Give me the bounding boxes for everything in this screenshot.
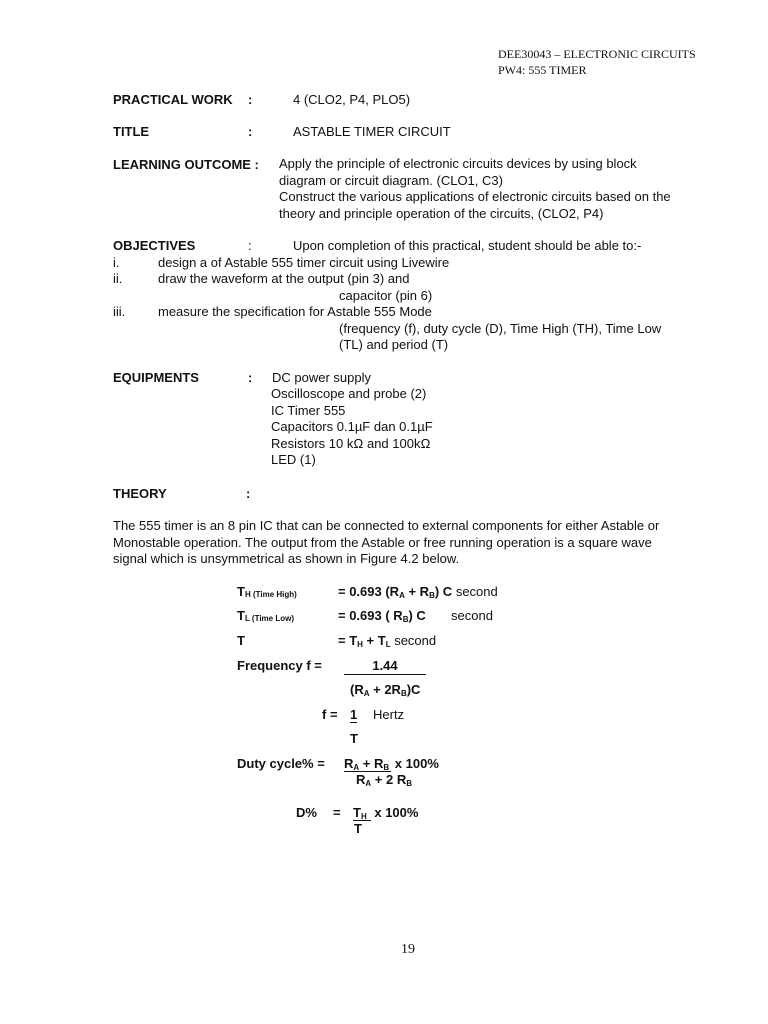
equipment-item: Resistors 10 kΩ and 100kΩ: [271, 435, 431, 451]
fraction-bar: [344, 674, 426, 675]
theory-line: signal which is unsymmetrical as shown in Figure 4.2 below.: [113, 551, 460, 566]
theory-colon: :: [246, 486, 251, 501]
equipment-item: Capacitors 0.1µF dan 0.1µF: [271, 419, 433, 434]
learning-outcome-label: LEARNING OUTCOME :: [113, 157, 259, 172]
formula-frequency-label: Frequency f =: [237, 658, 322, 673]
formula-part: T: [353, 805, 361, 820]
equipment-item: LED (1): [271, 452, 316, 467]
formula-part: )C: [406, 682, 421, 697]
formula-part: x 100%: [370, 805, 419, 820]
formula-d-equals: =: [333, 805, 341, 820]
formula-subscript: B: [383, 763, 390, 772]
formula-d-numerator: [353, 805, 418, 821]
formula-unit: second: [390, 633, 437, 648]
formula-part: + R: [359, 756, 384, 771]
learning-outcome-line: diagram or circuit diagram. (CLO1, C3): [279, 172, 503, 188]
title-colon: :: [248, 124, 253, 139]
theory-label: THEORY: [113, 486, 167, 501]
objective-continuation: (frequency (f), duty cycle (D), Time High (TH), Time Low: [339, 321, 662, 336]
formula-part: R: [356, 772, 366, 787]
formula-symbol: T: [237, 584, 245, 599]
formula-subscript: H: [360, 812, 367, 821]
objective-number: iii.: [113, 304, 126, 319]
objective-text: measure the specification for Astable 555 Mode: [158, 304, 432, 319]
objectives-colon: :: [248, 238, 252, 253]
page-number: 19: [401, 942, 415, 957]
formula-part: = 0.693 ( R: [338, 608, 403, 623]
formula-subscript: H: [357, 640, 363, 649]
equipments-colon: :: [248, 370, 253, 385]
formula-f-numerator: [350, 707, 357, 722]
formula-part: = T: [338, 633, 358, 648]
formula-unit: second: [452, 584, 498, 599]
objectives-label: OBJECTIVES: [113, 238, 196, 253]
objective-continuation: capacitor (pin 6): [339, 288, 433, 303]
formula-duty-label: Duty cycle% =: [237, 756, 325, 771]
equipment-item: Oscilloscope and probe (2): [271, 386, 427, 401]
formula-part: 1.44: [372, 658, 398, 673]
formula-subscript: B: [429, 591, 435, 600]
formula-duty-numerator: [344, 756, 439, 772]
objective-number: i.: [113, 255, 120, 270]
title-label: TITLE: [113, 124, 150, 139]
learning-outcome-line: Construct the various applications of electronic circuits based on the: [279, 189, 671, 204]
objective-text: draw the waveform at the output (pin 3) and: [158, 271, 410, 286]
equipment-item: DC power supply: [272, 370, 371, 385]
formula-tl-label: [237, 608, 294, 623]
formula-part: ) C: [434, 584, 453, 599]
equipment-item: IC Timer 555: [271, 402, 346, 418]
equipment-list: [271, 386, 433, 469]
title-value: ASTABLE TIMER CIRCUIT: [293, 124, 451, 139]
formula-part: + R: [404, 584, 430, 599]
formula-part: 1: [350, 707, 358, 722]
formula-part: + T: [362, 633, 386, 648]
objective-continuation: (TL) and period (T): [339, 337, 449, 352]
formula-f-denominator: T: [350, 731, 358, 746]
practical-work-label: PRACTICAL WORK: [113, 92, 233, 107]
learning-outcome-line: Apply the principle of electronic circuits devices by using block: [279, 156, 637, 171]
equipments-label: EQUIPMENTS: [113, 370, 199, 385]
formula-subscript: A: [363, 689, 370, 698]
formula-f-unit: Hertz: [373, 707, 405, 722]
formula-d-label: D%: [296, 805, 317, 820]
formula-duty-denominator: [356, 772, 412, 788]
header-course: DEE30043 – ELECTRONIC CIRCUITS: [498, 47, 696, 61]
formula-part: + 2R: [369, 682, 401, 697]
formula-part: + 2 R: [371, 772, 407, 787]
formula-subscript: L: [385, 640, 391, 649]
header-practical: PW4: 555 TIMER: [498, 63, 587, 77]
theory-line: The 555 timer is an 8 pin IC that can be connected to external components for either Astable or: [113, 518, 660, 533]
formula-subscript: B: [400, 689, 407, 698]
theory-line: Monostable operation. The output from the Astable or free running operation is a square wave: [113, 534, 652, 550]
formula-frequency-numerator: [344, 658, 426, 673]
objective-text: design a of Astable 555 timer circuit using Livewire: [158, 255, 450, 270]
formula-subscript: H (Time High): [244, 590, 297, 599]
formula-d-denominator: T: [354, 821, 362, 836]
formula-symbol: T: [237, 608, 245, 623]
formula-frequency-denominator: [350, 682, 420, 698]
formula-subscript: L (Time Low): [244, 614, 294, 623]
practical-work-value: 4 (CLO2, P4, PLO5): [293, 92, 411, 107]
formula-subscript: A: [399, 591, 405, 600]
formula-part: = 0.693 (R: [338, 584, 400, 599]
formula-t-expression: [338, 633, 436, 649]
objective-number: ii.: [113, 271, 123, 286]
formula-subscript: B: [402, 615, 409, 624]
formula-th-expression: [338, 584, 498, 600]
formula-part: (R: [350, 682, 364, 697]
learning-outcome-line: theory and principle operation of the circuits, (CLO2, P4): [279, 205, 604, 221]
formula-subscript: A: [353, 763, 360, 772]
learning-outcome-text: [279, 156, 671, 222]
formula-subscript: B: [406, 779, 412, 788]
formula-part: R: [344, 756, 354, 771]
formula-part: ) C: [408, 608, 426, 623]
formula-t-label: T: [237, 633, 245, 648]
formula-part: x 100%: [391, 756, 439, 771]
formula-tl-unit: second: [451, 608, 493, 623]
formula-th-label: [237, 584, 297, 599]
theory-paragraph: [113, 518, 659, 568]
formula-tl-expression: [338, 608, 426, 624]
formula-f-label: f =: [322, 707, 338, 722]
formula-subscript: A: [365, 779, 372, 788]
header-block: [498, 46, 696, 78]
practical-work-colon: :: [248, 92, 253, 107]
objectives-intro: Upon completion of this practical, student should be able to:-: [293, 238, 642, 253]
